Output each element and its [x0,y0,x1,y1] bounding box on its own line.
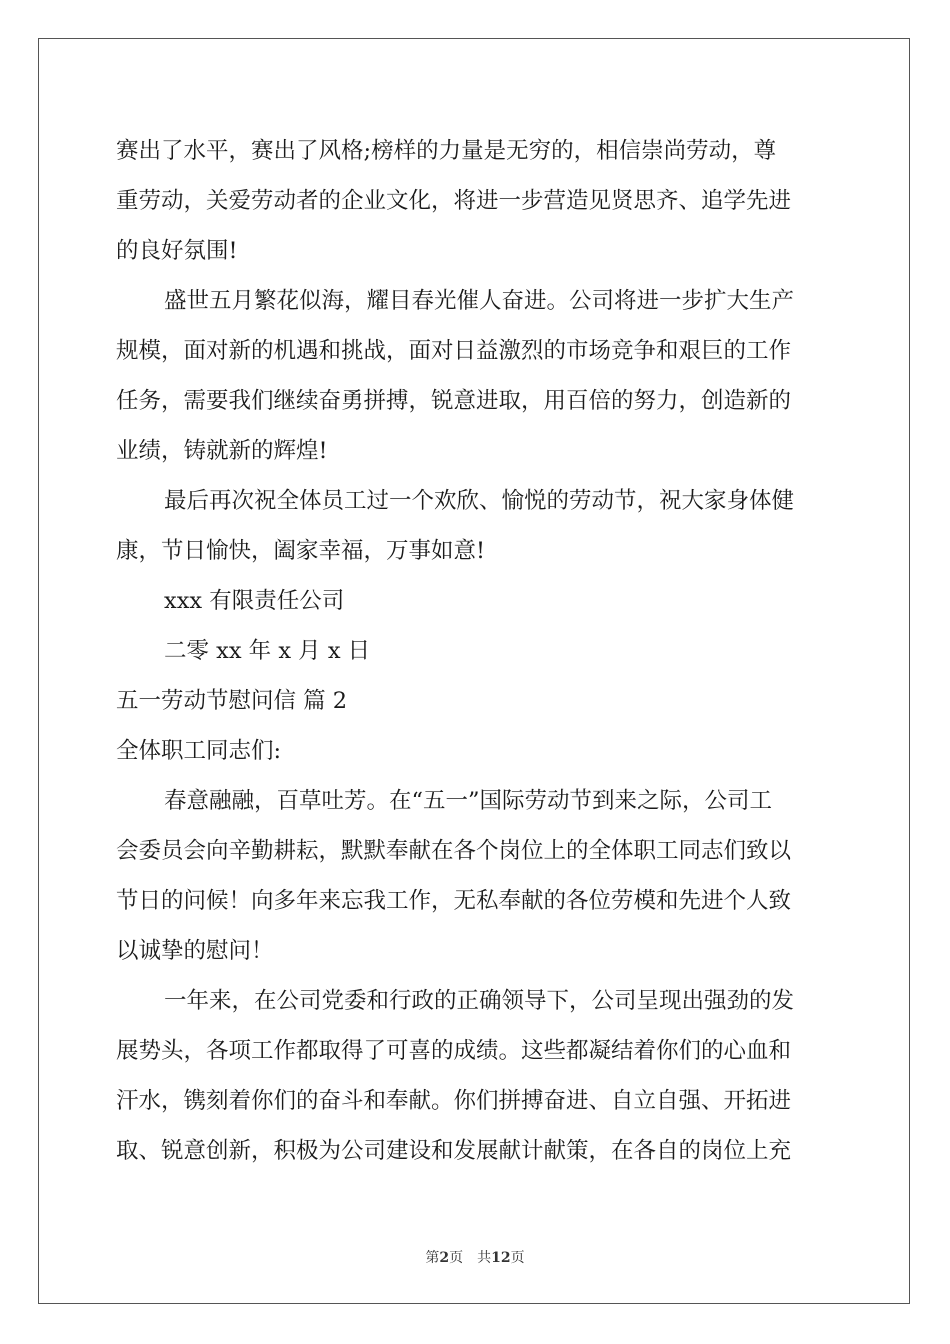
text-line: 的良好氛围! [116,238,238,264]
text-line: 规模，面对新的机遇和挑战，面对日益激烈的市场竞争和艰巨的工作 [116,338,792,364]
text-line: 任务，需要我们继续奋勇拼搏，锐意进取，用百倍的努力，创造新的 [116,388,792,414]
text-line: 一年来，在公司党委和行政的正确领导下，公司呈现出强劲的发 [164,988,795,1014]
text-line: 节日的问候！向多年来忘我工作，无私奉献的各位劳模和先进个人致 [116,888,792,914]
page-number-suffix: 页 [449,1250,464,1266]
text-line: 盛世五月繁花似海，耀目春光催人奋进。公司将进一步扩大生产 [164,288,795,314]
page-total-prefix: 共 [477,1250,492,1266]
text-line: 取、锐意创新，积极为公司建设和发展献计献策，在各自的岗位上充 [116,1138,792,1164]
text-line: 春意融融，百草吐芳。在“五一”国际劳动节到来之际，公司工 [164,788,773,814]
page-total: 12 [491,1250,511,1266]
page-total-suffix: 页 [510,1250,525,1266]
text-line: 业绩，铸就新的辉煌! [116,438,328,464]
page-footer [0,1247,950,1267]
page-number-current: 2 [439,1250,450,1266]
text-line: 最后再次祝全体员工过一个欢欣、愉悦的劳动节，祝大家身体健 [164,488,795,514]
signature-company: xxx 有限责任公司 [164,588,345,614]
text-line: 汗水，镌刻着你们的奋斗和奉献。你们拼搏奋进、自立自强、开拓进 [116,1088,792,1114]
page-number-prefix: 第 [425,1250,440,1266]
section-title: 五一劳动节慰问信 篇 2 [116,688,348,714]
signature-date: 二零 xx 年 x 月 x 日 [164,638,371,664]
document-body [116,126,836,1176]
salutation: 全体职工同志们: [116,738,282,764]
text-line: 康，节日愉快，阖家幸福，万事如意! [116,538,486,564]
text-line: 重劳动，关爱劳动者的企业文化，将进一步营造见贤思齐、追学先进 [116,188,792,214]
text-line: 以诚挚的慰问！ [116,938,274,964]
text-line: 会委员会向辛勤耕耘，默默奉献在各个岗位上的全体职工同志们致以 [116,838,792,864]
text-line: 赛出了水平，赛出了风格;榜样的力量是无穷的，相信崇尚劳动，尊 [116,138,777,164]
text-line: 展势头，各项工作都取得了可喜的成绩。这些都凝结着你们的心血和 [116,1038,792,1064]
